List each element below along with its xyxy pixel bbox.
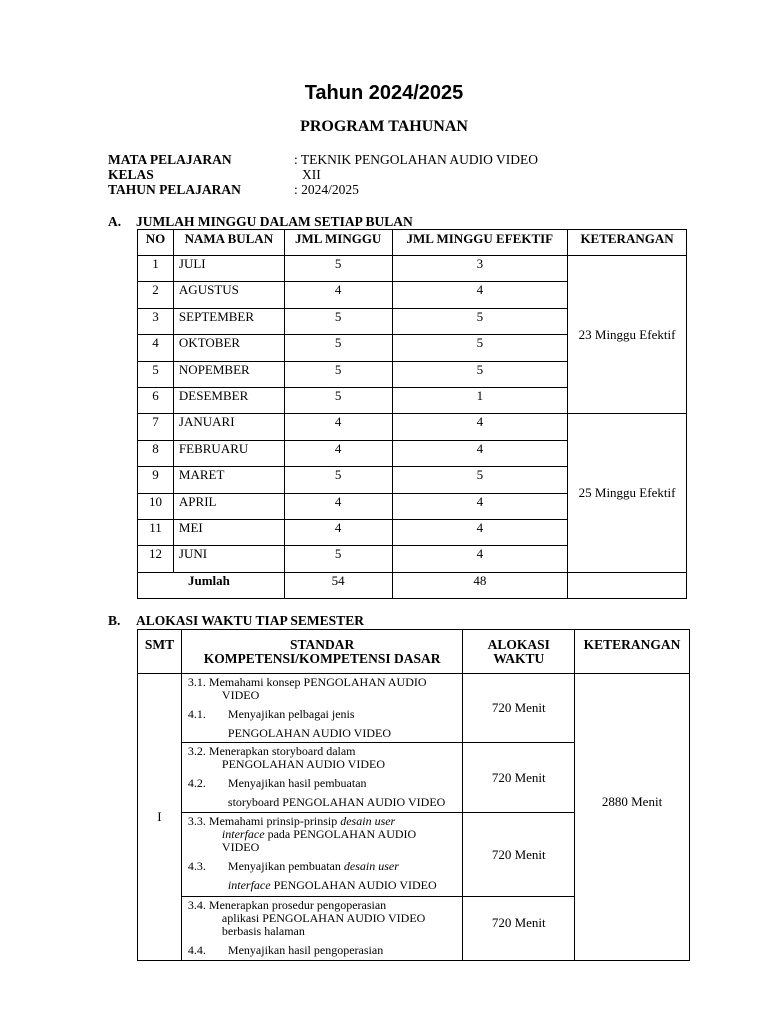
col-alokasi <box>463 630 575 674</box>
semester-cell: I <box>138 674 182 961</box>
total-keterangan <box>568 572 687 598</box>
kd-text: 3.1. Memahami konsep PENGOLAHAN AUDIO <box>187 675 427 689</box>
col-nama-bulan: NAMA BULAN <box>173 230 284 256</box>
kd-text: VIDEO <box>221 688 260 702</box>
meta-label-tahun: TAHUN PELAJARAN <box>108 182 241 197</box>
meta-value-tahun: : 2024/2025 <box>294 182 359 197</box>
cell-efektif: 1 <box>392 387 568 413</box>
cell-minggu: 5 <box>284 308 392 334</box>
kd-text: pada PENGOLAHAN AUDIO <box>264 827 417 841</box>
cell-efektif: 5 <box>392 467 568 493</box>
section-a-heading: JUMLAH MINGGU DALAM SETIAP BULAN <box>136 214 413 229</box>
cell-bulan: NOPEMBER <box>173 361 284 387</box>
alokasi-cell: 720 Menit <box>463 674 575 743</box>
allocation-table-header <box>138 630 690 674</box>
cell-efektif: 4 <box>392 440 568 466</box>
kd-text: storyboard PENGOLAHAN AUDIO VIDEO <box>227 795 446 809</box>
col-keterangan-b: KETERANGAN <box>575 630 690 674</box>
cell-no: 11 <box>138 519 174 545</box>
cell-minggu: 4 <box>284 414 392 440</box>
kd-text: interface <box>221 827 265 841</box>
kd-number: 4.4. <box>187 943 206 957</box>
kd-text: PENGOLAHAN AUDIO VIDEO <box>270 878 437 892</box>
col-smt: SMT <box>138 630 182 674</box>
total-efektif: 48 <box>392 572 568 598</box>
alokasi-cell: 720 Menit <box>463 897 575 961</box>
kd-text: 3.4. Menerapkan prosedur pengoperasian <box>187 898 387 912</box>
cell-no: 1 <box>138 256 174 282</box>
total-label: Jumlah <box>138 572 285 598</box>
cell-bulan: JULI <box>173 256 284 282</box>
cell-bulan: SEPTEMBER <box>173 308 284 334</box>
cell-no: 4 <box>138 335 174 361</box>
col-kompetensi-line1: STANDAR <box>290 636 355 652</box>
cell-no: 9 <box>138 467 174 493</box>
cell-bulan: AGUSTUS <box>173 282 284 308</box>
cell-minggu: 4 <box>284 440 392 466</box>
cell-bulan: OKTOBER <box>173 335 284 361</box>
table-row <box>138 674 690 743</box>
cell-bulan: JUNI <box>173 546 284 572</box>
keterangan-semester-2: 25 Minggu Efektif <box>568 414 687 572</box>
cell-minggu: 4 <box>284 493 392 519</box>
alokasi-cell: 720 Menit <box>463 743 575 813</box>
meta-value-kelas: XII <box>302 167 321 182</box>
cell-minggu: 4 <box>284 282 392 308</box>
cell-efektif: 5 <box>392 335 568 361</box>
col-jml-efektif: JML MINGGU EFEKTIF <box>392 230 568 256</box>
col-jml-minggu: JML MINGGU <box>284 230 392 256</box>
cell-minggu: 5 <box>284 335 392 361</box>
cell-no: 3 <box>138 308 174 334</box>
meta-label-mapel: MATA PELAJARAN <box>108 152 232 167</box>
section-b-letter: B. <box>108 613 121 628</box>
cell-efektif: 4 <box>392 519 568 545</box>
kompetensi-cell <box>181 813 462 897</box>
kd-text: desain user <box>340 814 396 828</box>
cell-efektif: 5 <box>392 308 568 334</box>
cell-bulan: MARET <box>173 467 284 493</box>
meta-value-mapel: : TEKNIK PENGOLAHAN AUDIO VIDEO <box>294 152 538 167</box>
cell-bulan: FEBRUARU <box>173 440 284 466</box>
cell-bulan: APRIL <box>173 493 284 519</box>
semester-allocation-table <box>137 629 690 961</box>
keterangan-semester-1: 23 Minggu Efektif <box>568 256 687 414</box>
kompetensi-cell <box>181 743 462 813</box>
kd-text: Menyajikan pembuatan <box>227 859 344 873</box>
kd-text: VIDEO <box>221 840 260 854</box>
kd-text: 3.2. Menerapkan storyboard dalam <box>187 744 356 758</box>
cell-minggu: 4 <box>284 519 392 545</box>
kd-text: Menyajikan hasil pembuatan <box>227 776 367 790</box>
cell-minggu: 5 <box>284 361 392 387</box>
kd-text: Menyajikan hasil pengoperasian <box>227 943 384 957</box>
total-minggu: 54 <box>284 572 392 598</box>
cell-no: 6 <box>138 387 174 413</box>
cell-no: 5 <box>138 361 174 387</box>
kd-text: berbasis halaman <box>221 924 305 938</box>
cell-no: 2 <box>138 282 174 308</box>
cell-bulan: MEI <box>173 519 284 545</box>
keterangan-total-cell: 2880 Menit <box>575 674 690 961</box>
total-row <box>138 572 687 598</box>
cell-no: 12 <box>138 546 174 572</box>
section-b-heading: ALOKASI WAKTU TIAP SEMESTER <box>136 613 364 628</box>
col-alokasi-line2: WAKTU <box>493 650 545 666</box>
kd-text: 3.3. Memahami prinsip-prinsip <box>187 814 341 828</box>
cell-efektif: 5 <box>392 361 568 387</box>
document-subtitle: PROGRAM TAHUNAN <box>300 118 468 135</box>
col-alokasi-line1: ALOKASI <box>487 636 550 652</box>
cell-minggu: 5 <box>284 387 392 413</box>
table-row <box>138 414 687 440</box>
section-a-letter: A. <box>108 214 122 229</box>
alokasi-cell: 720 Menit <box>463 813 575 897</box>
meta-label-kelas: KELAS <box>108 167 154 182</box>
cell-no: 10 <box>138 493 174 519</box>
cell-efektif: 3 <box>392 256 568 282</box>
col-kompetensi-line2: KOMPETENSI/KOMPETENSI DASAR <box>203 650 441 666</box>
cell-efektif: 4 <box>392 493 568 519</box>
kd-number: 4.3. <box>187 859 206 873</box>
kd-number: 4.1. <box>187 707 206 721</box>
col-no: NO <box>138 230 174 256</box>
weeks-table-header <box>138 230 687 256</box>
cell-no: 7 <box>138 414 174 440</box>
kd-number: 4.2. <box>187 776 206 790</box>
kd-text: aplikasi PENGOLAHAN AUDIO VIDEO <box>221 911 426 925</box>
col-kompetensi <box>181 630 462 674</box>
cell-minggu: 5 <box>284 256 392 282</box>
kd-text: PENGOLAHAN AUDIO VIDEO <box>221 757 386 771</box>
col-keterangan: KETERANGAN <box>568 230 687 256</box>
kompetensi-cell <box>181 897 462 961</box>
weeks-table <box>137 229 687 599</box>
kd-text: Menyajikan pelbagai jenis <box>227 707 355 721</box>
cell-efektif: 4 <box>392 282 568 308</box>
kompetensi-cell <box>181 674 462 743</box>
document-title: Tahun 2024/2025 <box>304 82 464 104</box>
table-row <box>138 256 687 282</box>
kd-text: interface <box>227 878 271 892</box>
kd-text: PENGOLAHAN AUDIO VIDEO <box>227 726 392 740</box>
cell-bulan: JANUARI <box>173 414 284 440</box>
kd-text: desain user <box>343 859 399 873</box>
cell-efektif: 4 <box>392 414 568 440</box>
cell-bulan: DESEMBER <box>173 387 284 413</box>
cell-no: 8 <box>138 440 174 466</box>
cell-minggu: 5 <box>284 467 392 493</box>
cell-minggu: 5 <box>284 546 392 572</box>
cell-efektif: 4 <box>392 546 568 572</box>
